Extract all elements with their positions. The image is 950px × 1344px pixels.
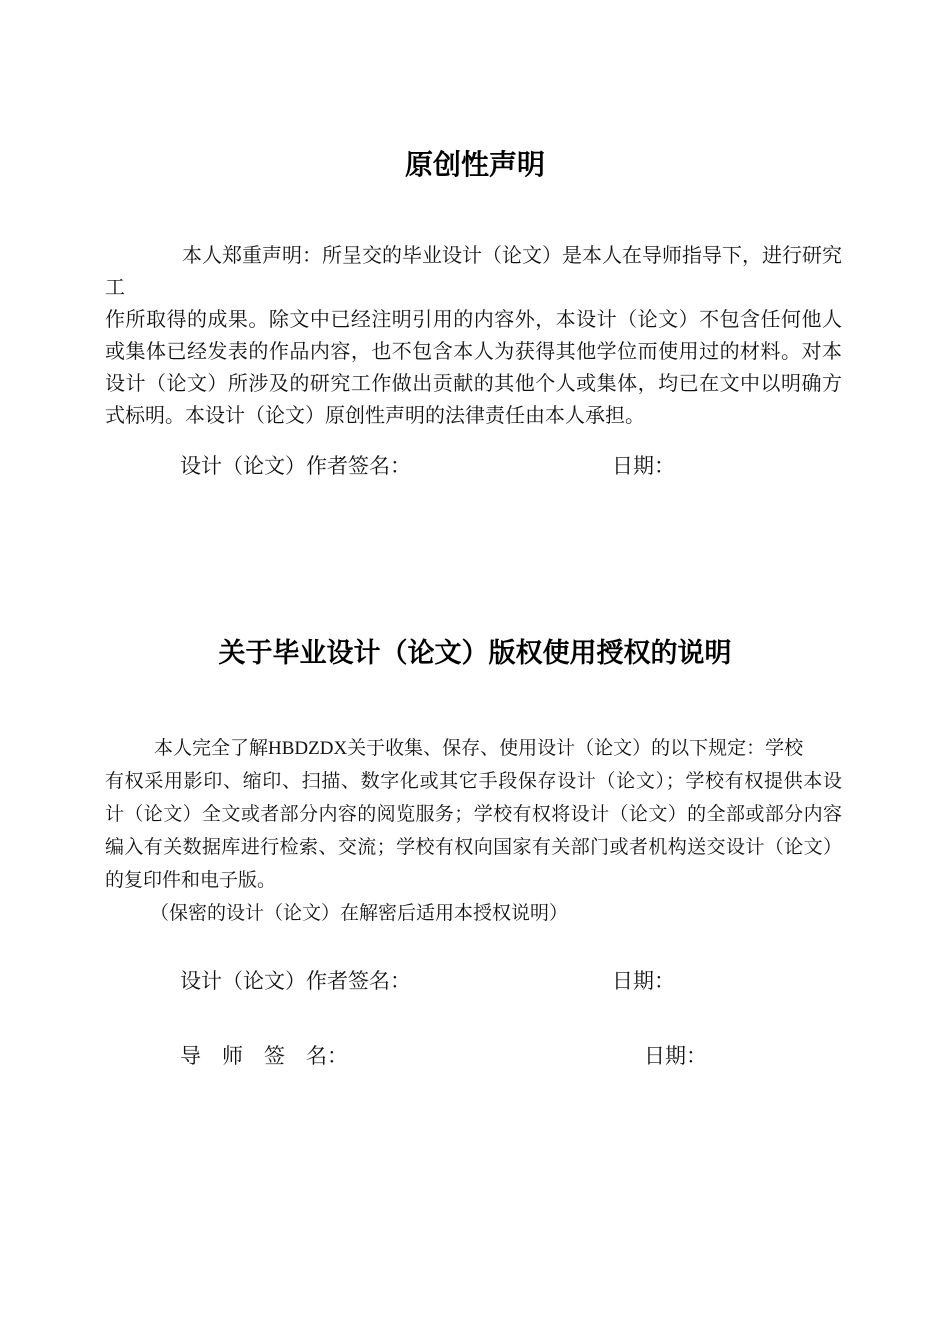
paragraph-line: 本人完全了解HBDZDX关于收集、保存、使用设计（论文）的以下规定：学校	[154, 738, 804, 759]
authorization-paragraph	[105, 732, 842, 930]
paragraph-line: 计（论文）全文或者部分内容的阅览服务；学校有权将设计（论文）的全部或部分内容	[105, 804, 842, 825]
declaration-signature-row	[0, 452, 950, 480]
author-signature-label: 设计（论文）作者签名：	[180, 969, 411, 993]
paragraph-line: 作所取得的成果。除文中已经注明引用的内容外，本设计（论文）不包含任何他人	[105, 309, 842, 331]
supervisor-signature-row	[0, 1042, 950, 1070]
date-label: 日期：	[612, 969, 675, 993]
paragraph-line: 的复印件和电子版。	[105, 870, 277, 891]
author-signature-label: 设计（论文）作者签名：	[180, 454, 411, 478]
date-label: 日期：	[612, 454, 675, 478]
authorization-title: 关于毕业设计（论文）版权使用授权的说明	[218, 638, 732, 668]
paragraph-line: 式标明。本设计（论文）原创性声明的法律责任由本人承担。	[105, 405, 645, 427]
paragraph-line: 或集体已经发表的作品内容，也不包含本人为获得其他学位而使用过的材料。对本	[105, 341, 842, 363]
authorization-author-signature-row	[0, 967, 950, 995]
declaration-paragraph	[105, 240, 842, 432]
supervisor-signature-label: 导 师 签 名：	[180, 1044, 348, 1068]
declaration-title: 原创性声明	[404, 150, 545, 181]
date-label: 日期：	[644, 1044, 707, 1068]
paragraph-line: 设计（论文）所涉及的研究工作做出贡献的其他个人或集体，均已在文中以明确方	[105, 373, 842, 395]
paragraph-line: 本人郑重声明：所呈交的毕业设计（论文）是本人在导师指导下，进行研究工	[105, 245, 842, 299]
paragraph-line: 有权采用影印、缩印、扫描、数字化或其它手段保存设计（论文）；学校有权提供本设	[105, 771, 842, 792]
paragraph-line: 编入有关数据库进行检索、交流；学校有权向国家有关部门或者机构送交设计（论文）	[105, 837, 842, 858]
confidential-note: （保密的设计（论文）在解密后适用本授权说明）	[150, 903, 569, 924]
